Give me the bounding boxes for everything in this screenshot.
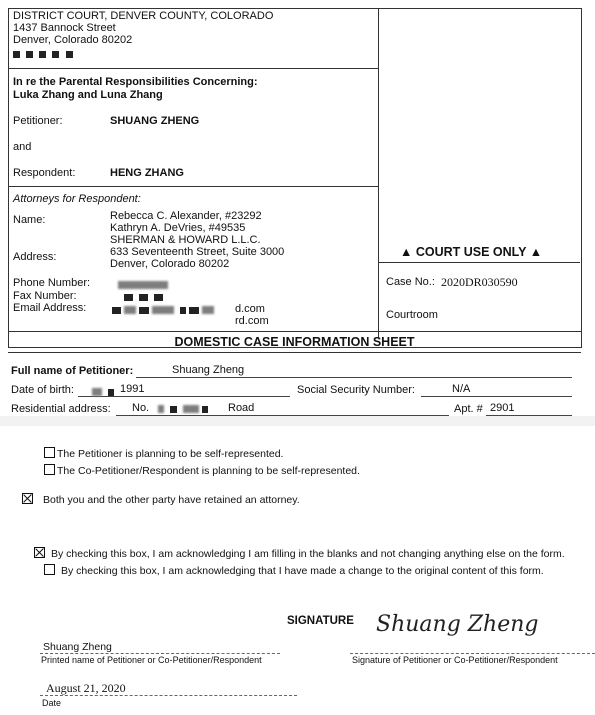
court-name: DISTRICT COURT, DENVER COUNTY, COLORADO [13,10,274,22]
email-domain-2: rd.com [235,315,269,327]
caption-rule-1 [8,68,379,69]
signature-heading: SIGNATURE [287,615,354,627]
dob-year: 1991 [120,383,145,395]
checkbox-unchecked[interactable] [44,464,55,475]
signature-line [350,653,595,654]
printed-name-caption: Printed name of Petitioner or Co-Petitioner/Respondent [41,655,262,665]
firm-name: SHERMAN & HOWARD L.L.C. [110,234,261,246]
option-ack-no-change[interactable] [34,547,565,560]
checkbox-unchecked[interactable] [44,564,55,575]
residential-address-label: Residential address: [11,403,111,415]
address-number-prefix: No. [132,402,150,414]
court-street: 1437 Bannock Street [13,22,116,34]
option-both-attorney[interactable] [22,493,300,506]
option-text: Both you and the other party have retained an attorney. [43,494,300,506]
case-no-label: Case No.: [386,276,435,288]
full-name-value: Shuang Zheng [172,364,245,376]
printed-name: Shuang Zheng [43,641,112,653]
attorney-1: Rebecca C. Alexander, #23292 [110,210,262,222]
viewer-toolbar-strip [0,416,595,426]
ssn-field [421,384,572,397]
option-petitioner-self-rep[interactable] [44,447,283,460]
caption-rule-3 [378,262,580,263]
sheet-title: DOMESTIC CASE INFORMATION SHEET [174,335,415,349]
option-respondent-self-rep[interactable] [44,464,360,477]
apt-value: 2901 [490,402,515,414]
apt-label: Apt. # [454,403,483,415]
caption-divider [378,8,379,338]
phone-label: Phone Number: [13,277,91,289]
phone-redacted [118,279,168,291]
petitioner-label: Petitioner: [13,115,63,127]
dob-redacted [92,386,114,398]
email-domain-1: d.com [235,303,265,315]
respondent-name: HENG ZHANG [110,167,184,179]
address-redacted [158,403,208,415]
printed-name-line [40,653,280,654]
courtroom-label: Courtroom [386,309,438,321]
redacted-line [13,48,273,60]
firm-address-2: Denver, Colorado 80202 [110,258,230,270]
option-text: By checking this box, I am acknowledging I am filling in the blanks and not changing anything else on the form. [51,548,565,560]
address-road: Road [228,402,255,414]
email-label: Email Address: [13,302,87,314]
date-value: August 21, 2020 [46,681,126,695]
court-use-label: ▲ COURT USE ONLY ▲ [400,245,543,259]
caption-rule-4 [8,331,581,332]
fax-redacted [124,291,163,303]
attorney-2: Kathryn A. DeVries, #49535 [110,222,246,234]
email-redacted [112,304,214,316]
ssn-label: Social Security Number: [297,384,415,396]
option-text: The Petitioner is planning to be self-represented. [57,448,284,460]
checkbox-checked[interactable] [22,493,33,504]
option-text: The Co-Petitioner/Respondent is planning to be self-represented. [57,465,360,477]
full-name-label: Full name of Petitioner: [11,365,134,377]
title-rule [8,352,581,353]
matter-children: Luka Zhang and Luna Zhang [13,89,163,101]
checkbox-unchecked[interactable] [44,447,55,458]
petitioner-name: SHUANG ZHENG [110,115,200,127]
ssn-value: N/A [452,383,471,395]
signature-caption: Signature of Petitioner or Co-Petitioner/Respondent [352,655,558,665]
name-label: Name: [13,214,46,226]
firm-address-1: 633 Seventeenth Street, Suite 3000 [110,246,285,258]
dob-label: Date of birth: [11,384,74,396]
checkbox-checked[interactable] [34,547,45,558]
case-number: 2020DR030590 [441,275,518,289]
caption-rule-2 [8,186,379,187]
attorneys-heading: Attorneys for Respondent: [13,193,141,205]
matter-heading: In re the Parental Responsibilities Concerning: [13,76,258,88]
address-label: Address: [13,251,57,263]
option-ack-change[interactable] [44,564,544,577]
court-city: Denver, Colorado 80202 [13,34,133,46]
and-text: and [13,141,32,153]
date-line [40,695,297,696]
fax-label: Fax Number: [13,290,77,302]
option-text: By checking this box, I am acknowledging that I have made a change to the original content of this form. [61,565,544,577]
handwritten-signature: Shuang Zheng [376,612,539,637]
respondent-label: Respondent: [13,167,76,179]
date-caption: Date [42,698,62,708]
